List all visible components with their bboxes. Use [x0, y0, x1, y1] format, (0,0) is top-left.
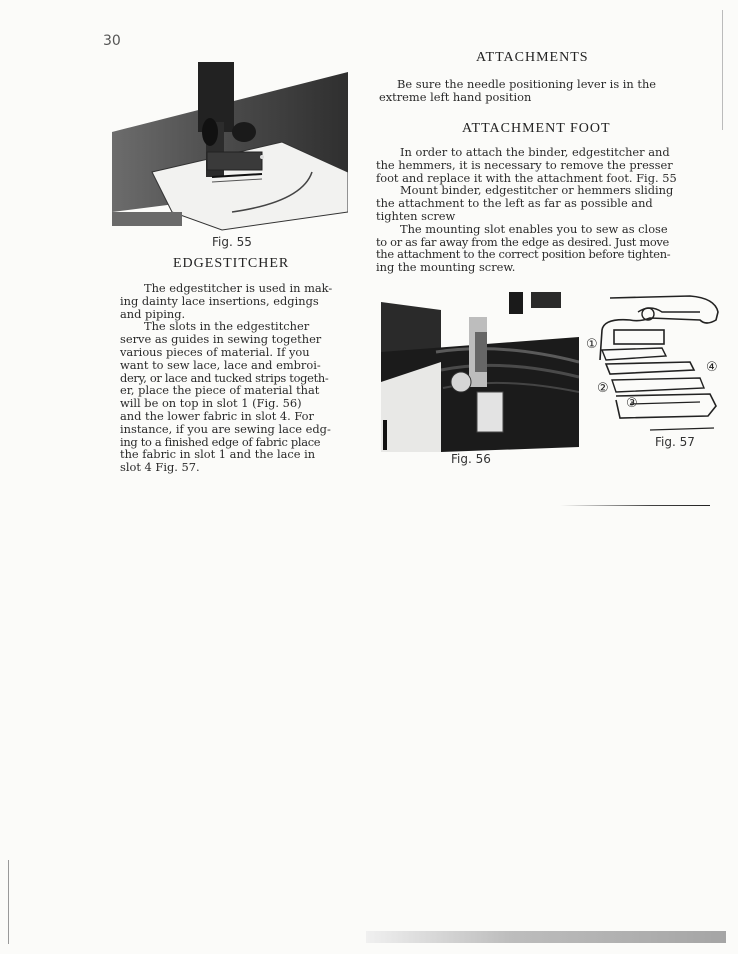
text-line: foot and replace it with the attachment foot. Fig. 55	[376, 170, 677, 185]
text-line: slot 4 Fig. 57.	[120, 460, 200, 475]
text-line: In order to attach the binder, edgestitcher and	[400, 145, 670, 159]
fig55-caption: Fig. 55	[212, 235, 252, 249]
text-line: tighten screw	[376, 208, 456, 223]
text-line: and the lower fabric in slot 4. For	[120, 408, 314, 423]
text-line: serve as guides in sewing together	[120, 332, 322, 347]
text-line: extreme left hand position	[379, 89, 532, 104]
attachment-foot-heading: ATTACHMENT FOOT	[462, 121, 611, 136]
text-line: the hemmers, it is necessary to remove the presser	[376, 157, 673, 172]
page-number: 30	[103, 33, 121, 49]
scan-shadow-bar	[366, 931, 726, 943]
fig57-caption: Fig. 57	[655, 435, 695, 449]
slot-3-label: ③	[626, 396, 638, 411]
fig56-photo	[381, 292, 579, 452]
attachments-intro	[379, 78, 709, 104]
text-line: the attachment to the correct position before tighten-	[376, 247, 671, 262]
text-line: various pieces of material. If you	[120, 344, 310, 359]
attachment-foot-body	[376, 146, 710, 274]
text-line: The slots in the edgestitcher	[144, 319, 310, 334]
text-line: instance, if you are sewing lace edg-	[120, 421, 331, 436]
fig57-edgestitcher-drawing	[590, 290, 722, 440]
scan-margin-line-right	[722, 10, 723, 130]
text-line: er, place the piece of material that	[120, 383, 320, 398]
slot-2-label: ②	[597, 381, 609, 396]
text-line: The mounting slot enables you to sew as close	[400, 221, 668, 236]
text-line: to or as far away from the edge as desired. Just move	[376, 234, 669, 249]
text-line: Mount binder, edgestitcher or hemmers sliding	[400, 183, 674, 198]
text-line: the fabric in slot 1 and the lace in	[120, 447, 316, 462]
slot-1-label: ①	[586, 337, 598, 352]
edgestitcher-heading: EDGESTITCHER	[173, 256, 290, 271]
scan-margin-line	[8, 860, 9, 944]
fig55-photo	[112, 62, 348, 232]
slot-4-label: ④	[706, 360, 718, 375]
text-line: want to sew lace, lace and embroi-	[120, 357, 321, 372]
edgestitcher-body	[120, 282, 348, 474]
text-line: dery, or lace and tucked strips togeth-	[120, 370, 329, 385]
attachments-heading: ATTACHMENTS	[476, 50, 589, 65]
text-line: and piping.	[120, 306, 186, 321]
text-line: the attachment to the left as far as possible and	[376, 196, 653, 211]
text-line: will be on top in slot 1 (Fig. 56)	[120, 396, 302, 411]
text-line: ing dainty lace insertions, edgings	[120, 293, 319, 308]
text-line: The edgestitcher is used in mak-	[144, 281, 333, 295]
decorative-rule	[560, 505, 710, 506]
text-line: ing to a finished edge of fabric place	[120, 434, 321, 449]
text-line: ing the mounting screw.	[376, 260, 516, 275]
fig56-caption: Fig. 56	[451, 452, 491, 466]
text-line: Be sure the needle positioning lever is in the	[397, 77, 657, 91]
